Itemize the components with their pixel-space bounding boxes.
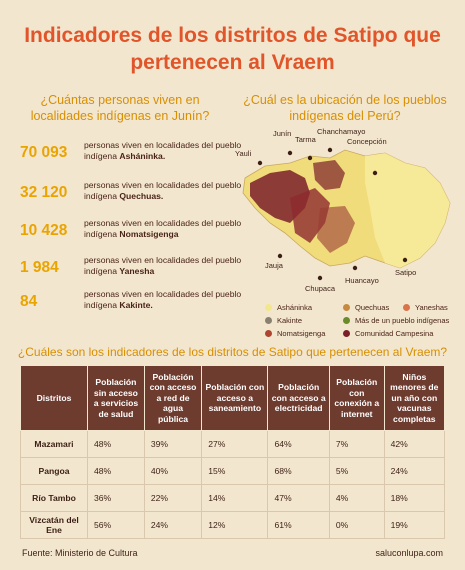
stat-number: 70 093 <box>20 144 68 161</box>
stat-ashaninka <box>20 140 240 170</box>
table-cell: 0% <box>329 512 384 539</box>
table-cell: 4% <box>329 485 384 512</box>
table-row <box>21 431 445 458</box>
map-marker-chanchamayo <box>328 148 332 152</box>
table-cell: 12% <box>202 512 268 539</box>
table-cell: 56% <box>88 512 145 539</box>
map-label-chupaca: Chupaca <box>305 284 336 293</box>
junin-map <box>235 128 460 298</box>
site-credit: saluconlupa.com <box>375 548 443 558</box>
map-label-chanchamayo: Chanchamayo <box>317 128 366 136</box>
stat-number: 84 <box>20 293 38 310</box>
table-cell: 68% <box>268 458 329 485</box>
table-header: Población sin acceso a servicios de salud <box>88 366 145 431</box>
map-label-huancayo: Huancayo <box>345 276 379 285</box>
table-cell: 27% <box>202 431 268 458</box>
table-cell: Mazamari <box>21 431 88 458</box>
map-label-yauli: Yauli <box>235 149 252 158</box>
table-cell: 48% <box>88 458 145 485</box>
indicators-table <box>20 365 445 539</box>
table-header: Población con conexión a internet <box>329 366 384 431</box>
map-marker-jauja <box>278 254 282 258</box>
section-question-indicators: ¿Cuáles son los indicadores de los distritos de Satipo que pertenecen al Vraem? <box>17 345 448 359</box>
stat-text: personas viven en localidades del pueblo indígena Quechuas. <box>84 180 242 201</box>
stat-number: 32 120 <box>20 184 68 201</box>
table-header: Población con acceso a electricidad <box>268 366 329 431</box>
table-row <box>21 458 445 485</box>
table-cell: 39% <box>144 431 201 458</box>
map-marker-yauli <box>258 161 262 165</box>
table-cell: 40% <box>144 458 201 485</box>
stat-quechuas <box>20 180 240 210</box>
table-header: Población con acceso a red de agua pública <box>144 366 201 431</box>
table-cell: 36% <box>88 485 145 512</box>
map-label-tarma: Tarma <box>295 135 316 144</box>
page-title: Indicadores de los distritos de Satipo que pertenecen al Vraem <box>24 24 441 74</box>
map-marker-huancayo <box>353 266 357 270</box>
table-cell: 15% <box>202 458 268 485</box>
stat-number: 1 984 <box>20 259 59 276</box>
table-header-row <box>21 366 445 431</box>
source-note: Fuente: Ministerio de Cultura <box>22 548 138 558</box>
table-cell: 22% <box>144 485 201 512</box>
table-cell: 61% <box>268 512 329 539</box>
table-cell: 5% <box>329 458 384 485</box>
map-label-jauja: Jauja <box>265 261 283 270</box>
table-cell: 7% <box>329 431 384 458</box>
map-label-junin: Junín <box>273 129 292 138</box>
table-cell: 47% <box>268 485 329 512</box>
stat-text: personas viven en localidades del pueblo indígena Kakinte. <box>84 289 242 310</box>
stat-yanesha <box>20 255 240 285</box>
section-question-location: ¿Cuál es la ubicación de los pueblos indígenas del Perú? <box>243 93 447 123</box>
map-label-satipo: Satipo <box>395 268 417 277</box>
table-header: Niños menores de un año con vacunas completas <box>384 366 444 431</box>
stat-text: personas viven en localidades del pueblo indígena Yanesha <box>84 255 242 276</box>
table-header: Distritos <box>21 366 88 431</box>
map-marker-concepcion <box>373 171 377 175</box>
table-row <box>21 485 445 512</box>
map-marker-tarma <box>308 156 312 160</box>
map-marker-chupaca <box>318 276 322 280</box>
table-cell: Pangoa <box>21 458 88 485</box>
table-cell: 24% <box>144 512 201 539</box>
table-header: Población con acceso a saneamiento <box>202 366 268 431</box>
stat-kakinte <box>20 289 240 319</box>
stat-nomatsigenga <box>20 218 240 248</box>
table-cell: 48% <box>88 431 145 458</box>
table-cell: 19% <box>384 512 444 539</box>
stat-text: personas viven en localidades del pueblo indígena Asháninka. <box>84 140 242 161</box>
table-cell: Río Tambo <box>21 485 88 512</box>
table-row <box>21 512 445 539</box>
map-legend: Asháninka Quechuas Yaneshas Kakinte Más de un pueblo indígenas Nomatsigenga Comunidad Campesina <box>265 303 465 343</box>
stat-number: 10 428 <box>20 222 68 239</box>
section-question-population: ¿Cuántas personas viven en localidades indígenas en Junín? <box>30 93 210 123</box>
map-marker-satipo <box>403 258 407 262</box>
stat-text: personas viven en localidades del pueblo indígena Nomatsigenga <box>84 218 242 239</box>
map-marker-junin <box>288 151 292 155</box>
table-cell: 18% <box>384 485 444 512</box>
table-cell: 24% <box>384 458 444 485</box>
table-cell: 14% <box>202 485 268 512</box>
table-cell: 42% <box>384 431 444 458</box>
table-cell: 64% <box>268 431 329 458</box>
map-label-concepcion: Concepción <box>347 137 387 146</box>
table-cell: Vizcatán del Ene <box>21 512 88 539</box>
